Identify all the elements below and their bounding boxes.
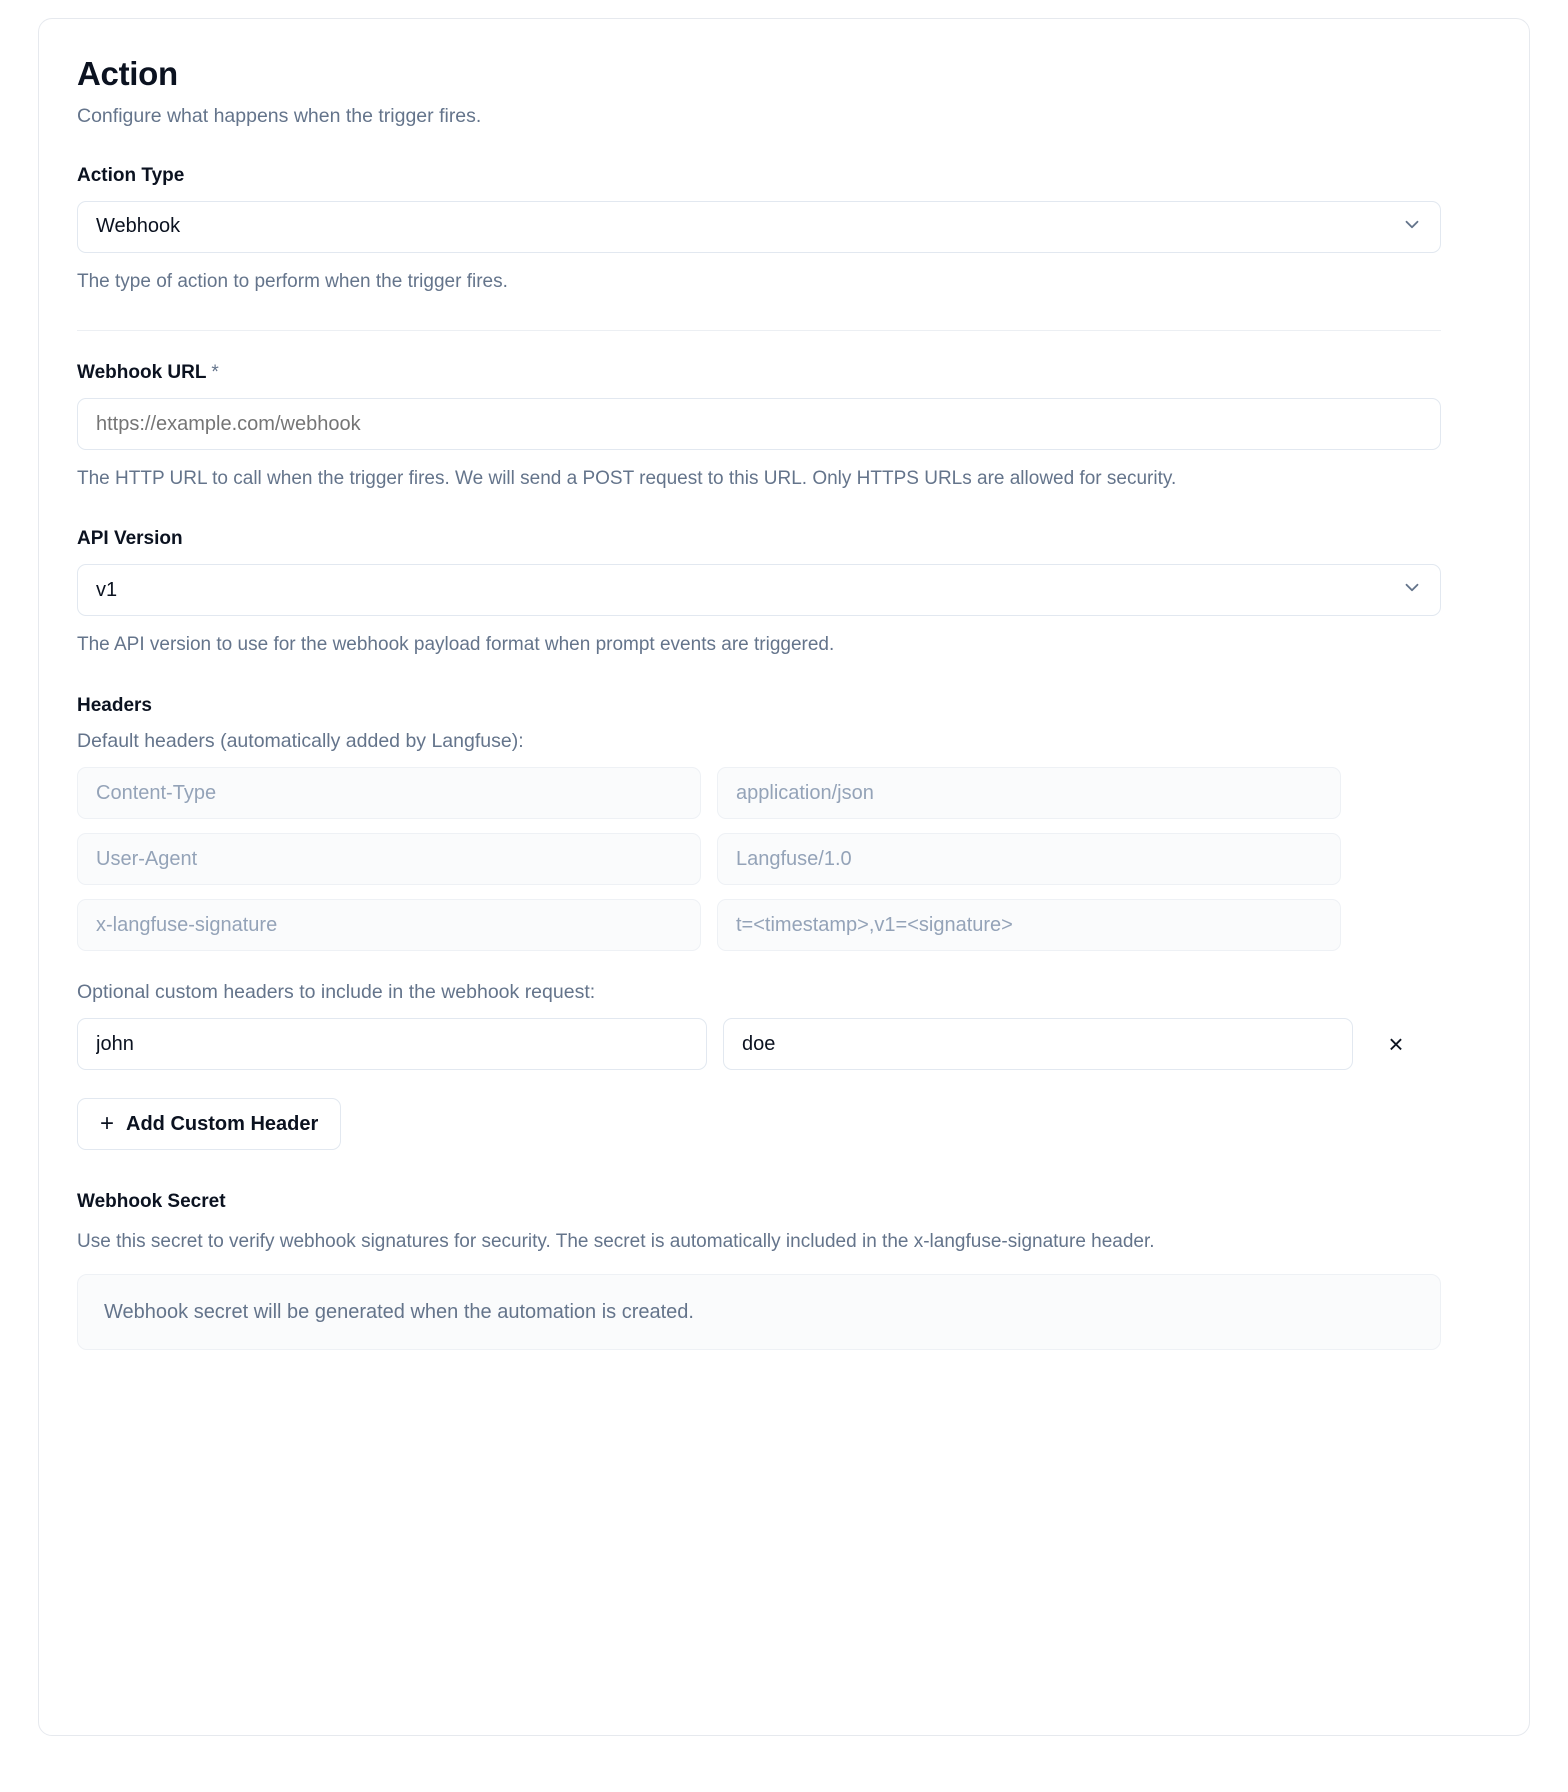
default-header-key: User-Agent xyxy=(77,833,701,885)
close-icon[interactable]: × xyxy=(1375,1023,1417,1065)
api-version-label: API Version xyxy=(77,528,183,550)
api-version-select-wrapper[interactable] xyxy=(77,564,1441,616)
api-version-help: The API version to use for the webhook payload format when prompt events are triggered. xyxy=(77,634,835,656)
page-subtitle: Configure what happens when the trigger fires. xyxy=(77,104,482,127)
headers-label: Headers xyxy=(77,694,152,716)
default-header-key: Content-Type xyxy=(77,767,701,819)
default-header-key: x-langfuse-signature xyxy=(77,899,701,951)
webhook-url-field xyxy=(77,361,1491,493)
webhook-url-input[interactable] xyxy=(77,398,1441,450)
action-type-label: Action Type xyxy=(77,165,185,187)
api-version-field xyxy=(77,527,1491,659)
action-type-field xyxy=(77,164,1491,296)
action-type-help: The type of action to perform when the trigger fires. xyxy=(77,270,508,292)
default-header-row xyxy=(77,899,1491,951)
default-headers-note: Default headers (automatically added by Langfuse): xyxy=(77,730,524,753)
webhook-secret-status: Webhook secret will be generated when the automation is created. xyxy=(77,1274,1441,1350)
custom-header-value-input[interactable] xyxy=(723,1018,1353,1070)
api-version-selected-value: v1 xyxy=(96,578,118,601)
webhook-secret-help: Use this secret to verify webhook signatures for security. The secret is automatically included in the x-langfuse-signature header. xyxy=(77,1230,1155,1252)
custom-header-key-input[interactable] xyxy=(77,1018,707,1070)
action-type-select[interactable] xyxy=(77,201,1441,253)
webhook-secret-label: Webhook Secret xyxy=(77,1191,226,1213)
webhook-url-help: The HTTP URL to call when the trigger fires. We will send a POST request to this URL. Only HTTPS URLs are allowed for security. xyxy=(77,468,1177,490)
action-config-card xyxy=(38,18,1530,1736)
divider xyxy=(77,330,1441,331)
webhook-url-label xyxy=(77,361,1491,386)
action-type-selected-value: Webhook xyxy=(96,215,181,238)
api-version-select[interactable] xyxy=(77,564,1441,616)
add-custom-header-button[interactable] xyxy=(77,1098,341,1150)
headers-section xyxy=(77,694,1491,1151)
default-header-row xyxy=(77,833,1491,885)
default-header-value: t=<timestamp>,v1=<signature> xyxy=(717,899,1341,951)
default-header-value: application/json xyxy=(717,767,1341,819)
default-header-value: Langfuse/1.0 xyxy=(717,833,1341,885)
page-title: Action xyxy=(77,55,178,92)
plus-icon: + xyxy=(100,1110,115,1138)
webhook-url-label-text: Webhook URL xyxy=(77,362,207,384)
action-type-select-wrapper[interactable] xyxy=(77,201,1441,253)
custom-headers-note: Optional custom headers to include in the webhook request: xyxy=(77,981,596,1004)
add-custom-header-label: Add Custom Header xyxy=(126,1112,319,1135)
webhook-secret-section xyxy=(77,1190,1491,1350)
default-header-row xyxy=(77,767,1491,819)
custom-header-row xyxy=(77,1018,1491,1070)
required-marker: * xyxy=(211,362,219,384)
